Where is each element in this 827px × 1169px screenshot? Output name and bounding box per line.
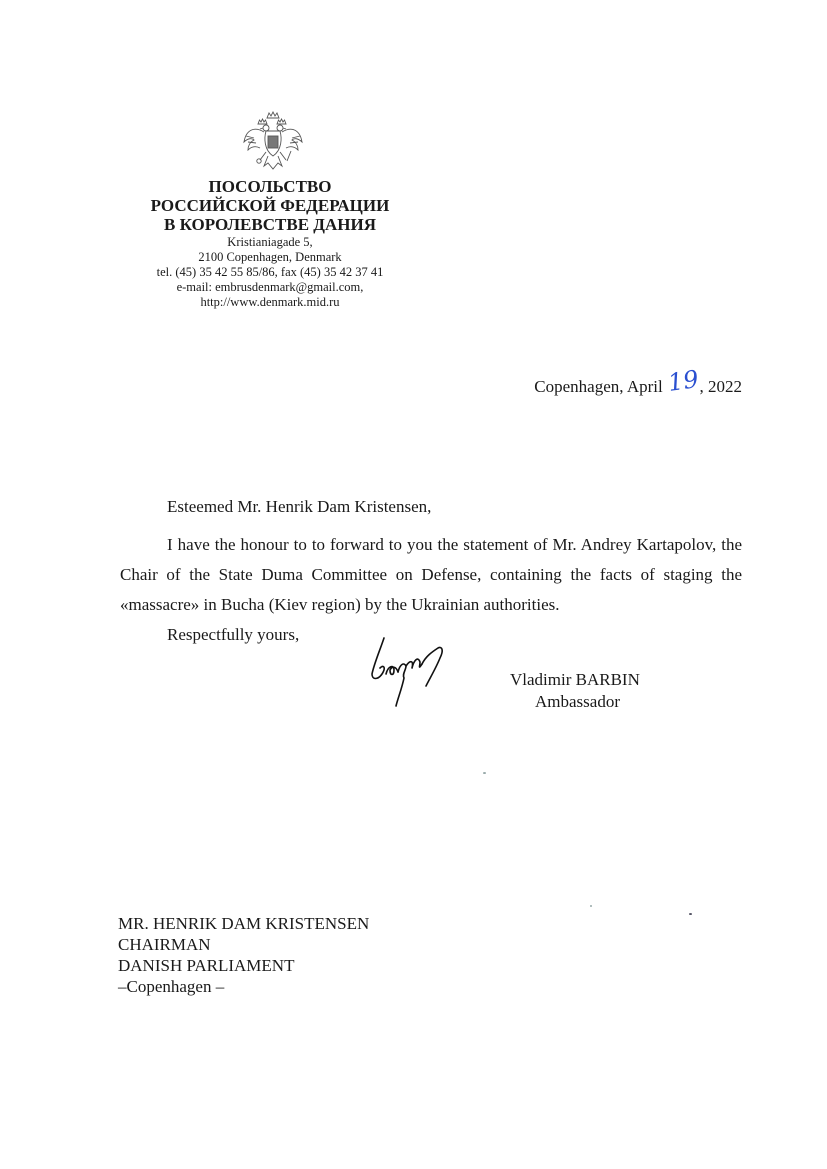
closing: Respectfully yours, — [167, 625, 300, 644]
embassy-name-line3: В КОРОЛЕВСТВЕ ДАНИЯ — [164, 215, 376, 234]
scan-speck — [689, 913, 692, 915]
coat-of-arms-icon — [240, 108, 306, 172]
date-day-handwritten: 19 — [666, 365, 701, 397]
date-suffix: , 2022 — [699, 377, 742, 396]
addressee-city: –Copenhagen – — [118, 977, 225, 996]
date-prefix: Copenhagen, April — [534, 377, 667, 396]
signature-icon — [360, 630, 470, 710]
embassy-email: e-mail: embrusdenmark@gmail.com, — [176, 280, 364, 294]
signer-name: Vladimir BARBIN — [510, 670, 640, 689]
salutation: Esteemed Mr. Henrik Dam Kristensen, — [167, 497, 432, 516]
body-paragraph: I have the honour to to forward to you the statement of Mr. Andrey Kartapolov, the Chair of the State Duma Committee on Defense, containing the facts of staging the «massacre» in Bucha (Kiev region) by the Ukrainian authorities. — [120, 535, 742, 614]
embassy-name-line2: РОССИЙСКОЙ ФЕДЕРАЦИИ — [150, 196, 390, 215]
embassy-website: http://www.denmark.mid.ru — [200, 295, 340, 309]
addressee-organization: DANISH PARLIAMENT — [118, 956, 295, 975]
embassy-street: Kristianiagade 5, — [227, 235, 313, 249]
embassy-phone-fax: tel. (45) 35 42 55 85/86, fax (45) 35 42 37 41 — [156, 265, 384, 279]
letter-date — [480, 365, 742, 398]
scan-speck — [483, 772, 486, 774]
addressee-name: MR. HENRIK DAM KRISTENSEN — [118, 914, 370, 933]
scan-speck — [590, 905, 592, 907]
signer-title: Ambassador — [535, 692, 620, 711]
embassy-city: 2100 Copenhagen, Denmark — [198, 250, 342, 264]
embassy-name-line1: ПОСОЛЬСТВО — [208, 177, 332, 196]
addressee-title: CHAIRMAN — [118, 935, 211, 954]
